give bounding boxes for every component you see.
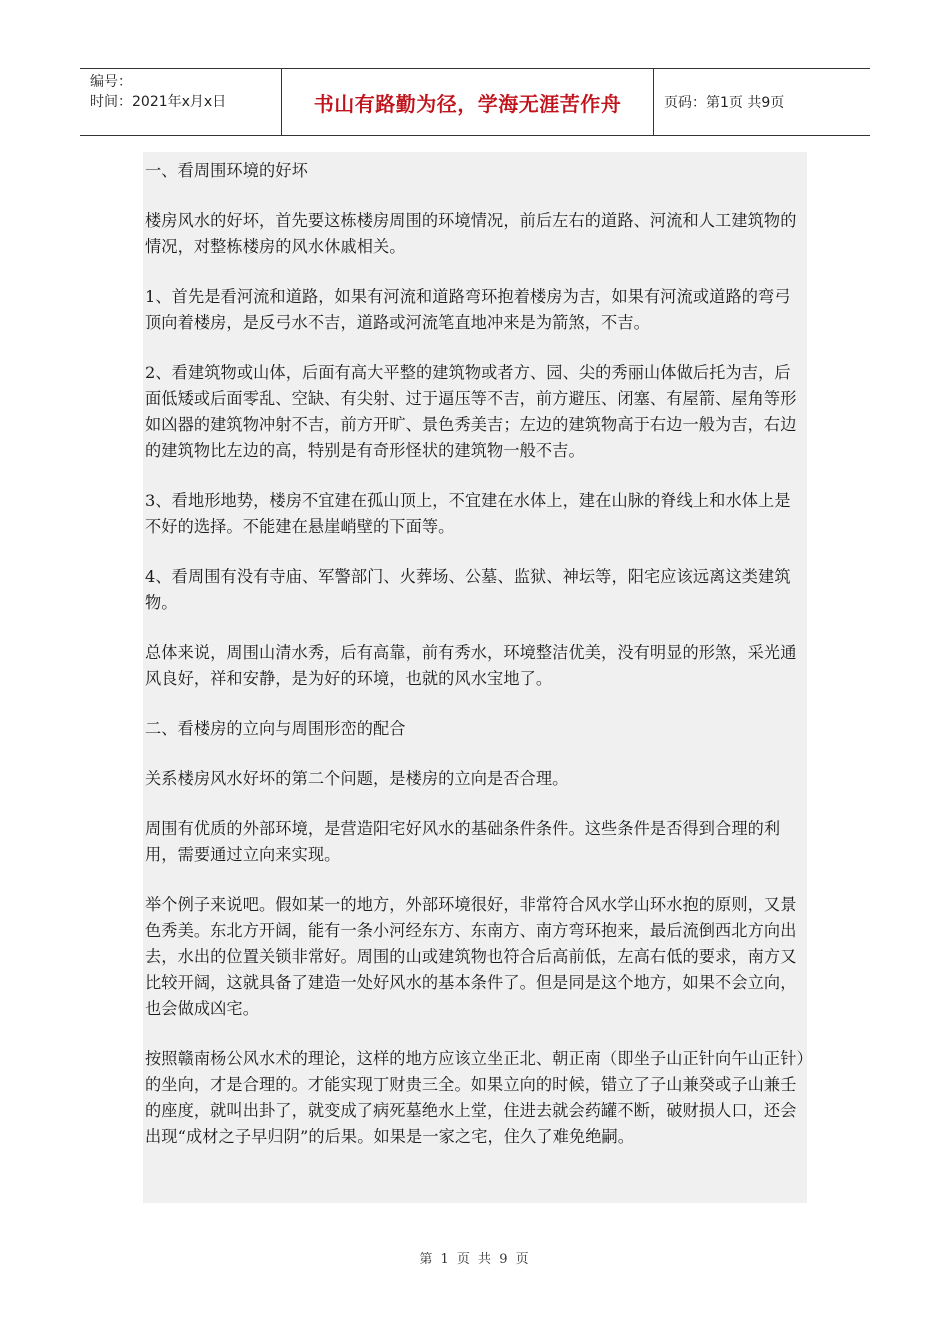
header-info-cell (80, 69, 282, 135)
paragraph: 周围有优质的外部环境，是营造阳宅好风水的基础条件条件。这些条件是否得到合理的利用，需要通过立向来实现。 (145, 819, 781, 864)
paragraph: 楼房风水的好坏，首先要这栋楼房周围的环境情况，前后左右的道路、河流和人工建筑物的情况，对整栋楼房的风水休戚相关。 (145, 211, 797, 256)
document-number-label: 编号： (90, 74, 132, 90)
document-body (143, 152, 807, 1203)
paragraph: 举个例子来说吧。假如某一的地方，外部环境很好，非常符合风水学山环水抱的原则，又景色秀美。东北方开阔，能有一条小河经东方、东南方、南方弯环抱来，最后流倒西北方向出去，水出的位置关锁非常好。周围的山或建筑物也符合后高前低，左高右低的要求，南方又比较开阔，这就具备了建造一处好风水的基本条件了。但是同是这个地方，如果不会立向，也会做成凶宅。 (145, 895, 797, 1018)
section-heading-2: 二、看楼房的立向与周围形峦的配合 (145, 719, 406, 738)
header-motto: 书山有路勤为径，学海无涯苦作舟 (282, 69, 654, 135)
paragraph: 总体来说，周围山清水秀，后有高靠，前有秀水，环境整洁优美，没有明显的形煞，采光通风良好，祥和安静，是为好的环境，也就的风水宝地了。 (145, 643, 797, 688)
paragraph: 3、看地形地势，楼房不宜建在孤山顶上，不宜建在水体上，建在山脉的脊线上和水体上是不好的选择。不能建在悬崖峭壁的下面等。 (145, 491, 791, 536)
paragraph: 2、看建筑物或山体，后面有高大平整的建筑物或者方、园、尖的秀丽山体做后托为吉，后面低矮或后面零乱、空缺、有尖射、过于逼压等不吉，前方避压、闭塞、有屋箭、屋角等形如凶器的建筑物冲射不吉，前方开旷、景色秀美吉；左边的建筑物高于右边一般为吉，右边的建筑物比左边的高，特别是有奇形怪状的建筑物一般不吉。 (145, 363, 797, 460)
page-footer: 第 1 页 共 9 页 (419, 1252, 531, 1267)
paragraph: 关系楼房风水好坏的第二个问题，是楼房的立向是否合理。 (145, 769, 569, 788)
document-date-label: 时间：2021年x月x日 (90, 94, 227, 110)
paragraph: 4、看周围有没有寺庙、军警部门、火葬场、公墓、监狱、神坛等，阳宅应该远离这类建筑物。 (145, 567, 791, 612)
document-header (80, 68, 870, 136)
header-page-number: 页码：第1页 共9页 (664, 95, 785, 111)
paragraph: 1、首先是看河流和道路，如果有河流和道路弯环抱着楼房为吉，如果有河流或道路的弯弓顶向着楼房，是反弓水不吉，道路或河流笔直地冲来是为箭煞，不吉。 (145, 287, 791, 332)
section-heading-1: 一、看周围环境的好坏 (145, 161, 308, 180)
paragraph: 按照赣南杨公风水术的理论，这样的地方应该立坐正北、朝正南（即坐子山正针向午山正针）的坐向，才是合理的。才能实现丁财贵三全。如果立向的时候，错立了子山兼癸或子山兼壬的座度，就叫出卦了，就变成了病死墓绝水上堂，住进去就会药罐不断，破财损人口，还会出现“成材之子早归阴”的后果。如果是一家之宅，住久了难免绝嗣。 (145, 1049, 805, 1146)
